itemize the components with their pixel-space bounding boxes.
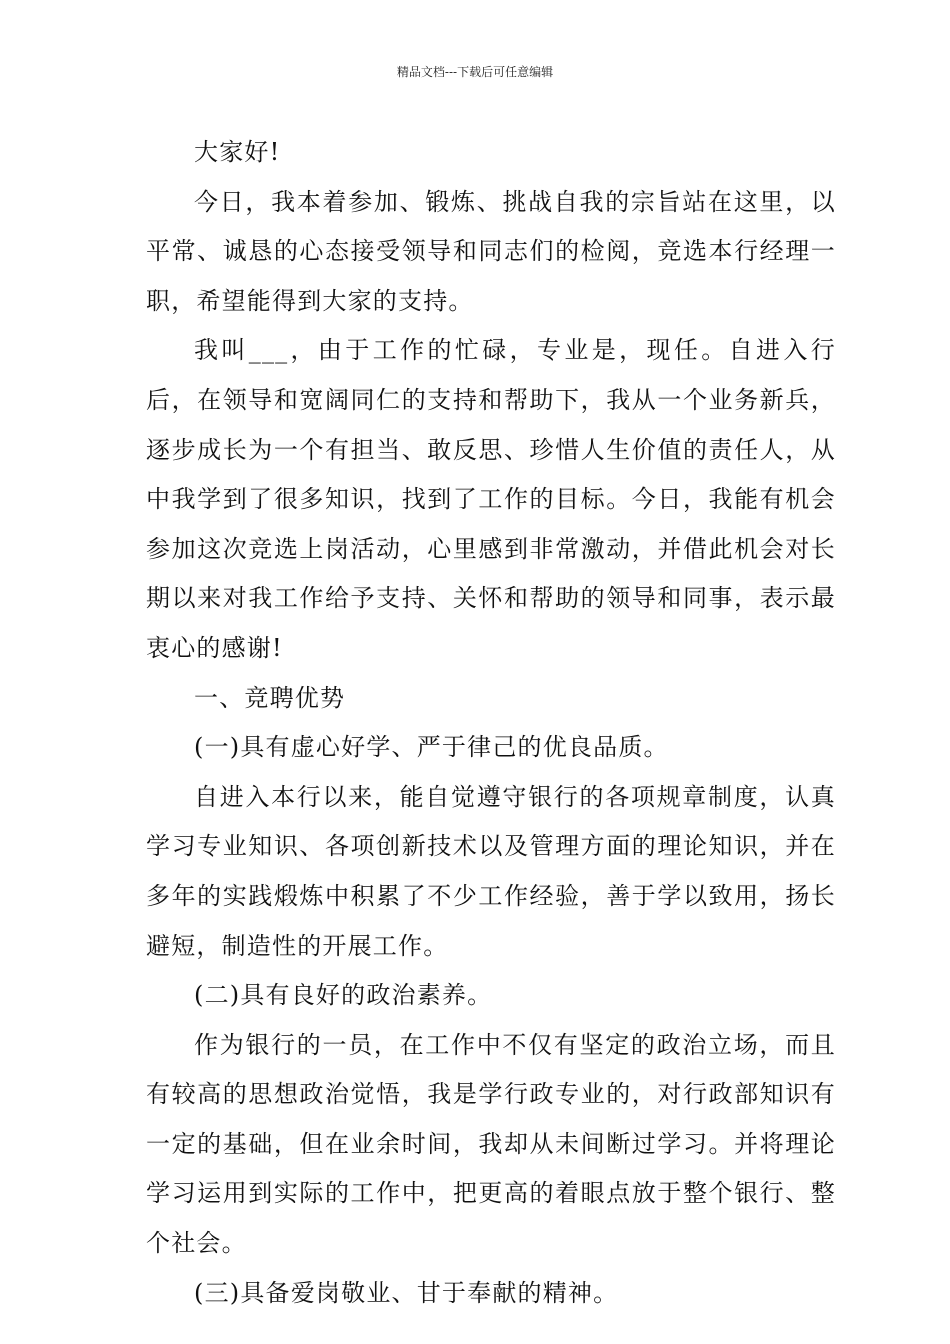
body-paragraph-two: 作为银行的一员，在工作中不仅有坚定的政治立场，而且有较高的思想政治觉悟，我是学行政专业的，对行政部知识有一定的基础，但在业余时间，我却从未间断过学习。并将理论学习运用到实际的工作中，把更高的着眼点放于整个银行、整个社会。 <box>146 1030 836 1258</box>
greeting-paragraph: 大家好! <box>194 138 281 166</box>
section-heading-advantages: 一、竞聘优势 <box>194 683 346 712</box>
self-introduction-paragraph: 我叫___，由于工作的忙碌，专业是，现任。自进入行后，在领导和宽阔同仁的支持和帮助下，我从一个业务新兵，逐步成长为一个有担当、敢反思、珍惜人生价值的责任人，从中我学到了很多知识，找到了工作的目标。今日，我能有机会参加这次竞选上岗活动，心里感到非常激动，并借此机会对长期以来对我工作给予支持、关怀和帮助的领导和同事，表示最衷心的感谢! <box>146 336 836 662</box>
subheading-one: (一)具有虚心好学、严于律己的优良品质。 <box>194 733 669 762</box>
document-body <box>146 128 836 1318</box>
subheading-three: (三)具备爱岗敬业、甘于奉献的精神。 <box>194 1278 619 1307</box>
intro-paragraph: 今日，我本着参加、锻炼、挑战自我的宗旨站在这里，以平常、诚恳的心态接受领导和同志们的检阅，竞选本行经理一职，希望能得到大家的支持。 <box>146 187 836 315</box>
body-paragraph-one: 自进入本行以来，能自觉遵守银行的各项规章制度，认真学习专业知识、各项创新技术以及管理方面的理论知识，并在多年的实践煅炼中积累了不少工作经验，善于学以致用，扬长避短，制造性的开展工作。 <box>146 782 836 960</box>
subheading-two: (二)具有良好的政治素养。 <box>194 981 493 1010</box>
page-header: 精品文档---下载后可任意编辑 <box>396 65 554 79</box>
